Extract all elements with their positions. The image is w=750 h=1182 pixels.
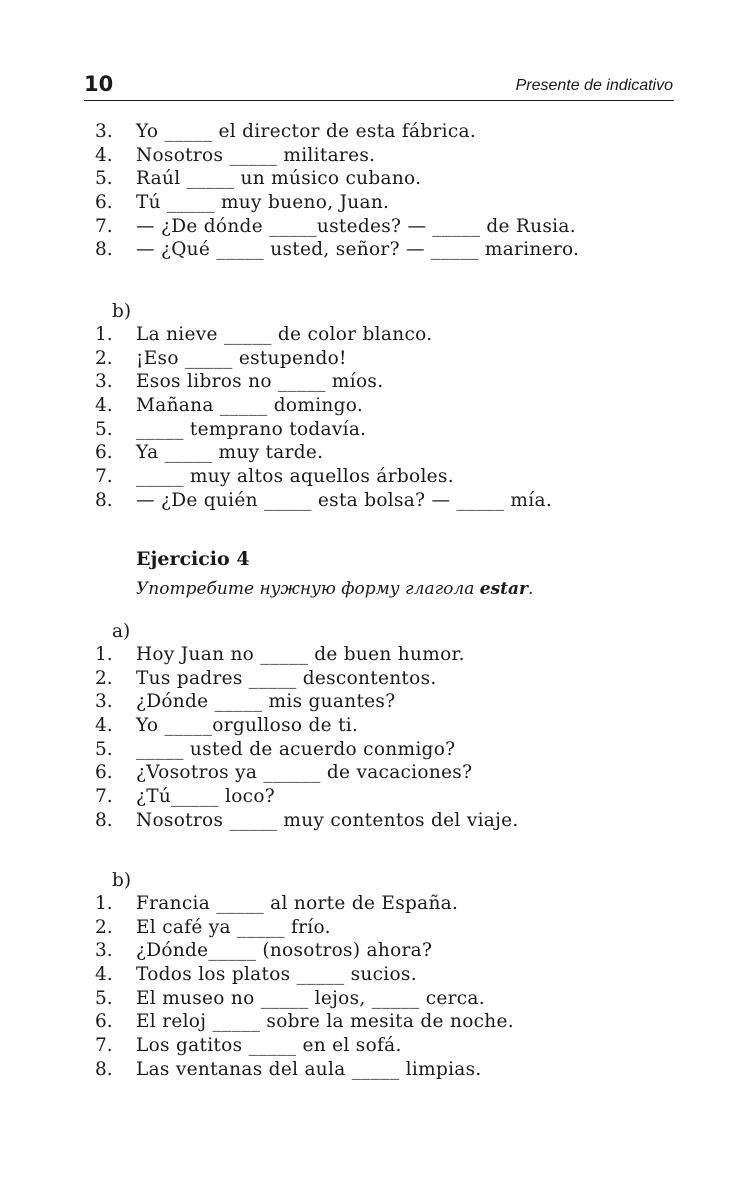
- item-sentence: Ya _____ muy tarde.: [136, 442, 324, 464]
- item-number: 8.: [95, 1058, 113, 1080]
- item-sentence: — ¿Qué _____ usted, señor? — _____ marinero.: [136, 239, 580, 261]
- item-number: 8.: [95, 239, 113, 261]
- exercise-item: [0, 690, 750, 714]
- item-sentence: Tú _____ muy bueno, Juan.: [136, 192, 390, 214]
- item-number: 3.: [95, 691, 113, 713]
- item-number: 5.: [95, 738, 113, 760]
- item-sentence: El reloj _____ sobre la mesita de noche.: [136, 1011, 514, 1033]
- item-number: 4.: [95, 715, 113, 737]
- exercise-item: [0, 418, 750, 442]
- exercise-item: [0, 489, 750, 513]
- exercise-item: [0, 667, 750, 691]
- item-number: 5.: [95, 168, 113, 190]
- instruction-text: Употребите нужную форму глагола: [136, 579, 480, 599]
- exercise-item: [0, 1010, 750, 1034]
- item-number: 6.: [95, 442, 113, 464]
- item-number: 8.: [95, 489, 113, 511]
- running-title: Presente de indicativo: [515, 77, 673, 94]
- item-sentence: Hoy Juan no _____ de buen humor.: [136, 644, 465, 665]
- exercise-item: [0, 1058, 750, 1082]
- item-sentence: ¿Tú_____ loco?: [136, 786, 275, 808]
- item-sentence: Las ventanas del aula _____ limpias.: [136, 1058, 482, 1080]
- item-sentence: Yo _____orgulloso de ti.: [136, 715, 359, 737]
- item-sentence: — ¿De dónde _____ustedes? — _____ de Rusia.: [136, 215, 576, 237]
- item-number: 1.: [95, 324, 113, 345]
- exercise-item: [0, 144, 750, 168]
- exercise-list-a2: [0, 643, 750, 833]
- exercise-item: [0, 441, 750, 465]
- exercise-item: [0, 785, 750, 809]
- item-sentence: La nieve _____ de color blanco.: [136, 324, 433, 345]
- subsection-label-b: b): [112, 301, 132, 322]
- item-number: 3.: [95, 940, 113, 962]
- item-sentence: ¿Dónde_____ (nosotros) ahora?: [136, 940, 433, 962]
- item-number: 7.: [95, 1035, 113, 1057]
- instruction-end: .: [528, 579, 534, 599]
- exercise-list-b2: [0, 892, 750, 1082]
- item-sentence: Nosotros _____ muy contentos del viaje.: [136, 809, 519, 831]
- item-sentence: ¡Eso _____ estupendo!: [136, 347, 347, 369]
- item-number: 4.: [95, 395, 113, 417]
- item-sentence: Raúl _____ un músico cubano.: [136, 168, 422, 190]
- item-sentence: Mañana _____ domingo.: [136, 395, 364, 417]
- item-number: 1.: [95, 644, 113, 665]
- item-number: 6.: [95, 192, 113, 214]
- exercise-item: [0, 238, 750, 262]
- item-number: 4.: [95, 144, 113, 166]
- subsection-label-b: b): [112, 870, 132, 891]
- item-sentence: El café ya _____ frío.: [136, 916, 331, 938]
- exercise-item: [0, 987, 750, 1011]
- exercise-item: [0, 347, 750, 371]
- item-sentence: ¿Vosotros ya ______ de vacaciones?: [136, 762, 473, 784]
- header-rule: [84, 100, 674, 101]
- exercise-item: [0, 892, 750, 916]
- item-number: 7.: [95, 215, 113, 237]
- item-sentence: Esos libros no _____ míos.: [136, 371, 384, 393]
- exercise-instruction: [136, 577, 533, 601]
- item-number: 5.: [95, 987, 113, 1009]
- item-number: 3.: [95, 371, 113, 393]
- item-sentence: _____ usted de acuerdo conmigo?: [136, 738, 456, 760]
- exercise-item: [0, 714, 750, 738]
- exercise-item: [0, 761, 750, 785]
- exercise-item: [0, 916, 750, 940]
- exercise-list-top: [0, 120, 750, 262]
- item-sentence: Tus padres _____ descontentos.: [136, 667, 437, 689]
- exercise-item: [0, 809, 750, 833]
- exercise-item: [0, 191, 750, 215]
- instruction-verb: estar: [479, 579, 528, 599]
- item-number: 6.: [95, 1011, 113, 1033]
- item-sentence: — ¿De quién _____ esta bolsa? — _____ mía.: [136, 489, 552, 511]
- item-number: 7.: [95, 466, 113, 488]
- subsection-label-a: a): [112, 621, 131, 642]
- item-number: 4.: [95, 964, 113, 986]
- item-sentence: _____ muy altos aquellos árboles.: [136, 466, 454, 488]
- page-number: 10: [84, 72, 114, 96]
- item-number: 3.: [95, 121, 113, 142]
- item-number: 5.: [95, 418, 113, 440]
- exercise-item: [0, 394, 750, 418]
- exercise-item: [0, 215, 750, 239]
- exercise-item: [0, 120, 750, 144]
- exercise-item: [0, 167, 750, 191]
- exercise-item: [0, 1034, 750, 1058]
- item-number: 2.: [95, 347, 113, 369]
- item-number: 7.: [95, 786, 113, 808]
- item-number: 2.: [95, 667, 113, 689]
- exercise-item: [0, 465, 750, 489]
- exercise-title: Ejercicio 4: [136, 548, 250, 570]
- exercise-item: [0, 939, 750, 963]
- item-sentence: ¿Dónde _____ mis guantes?: [136, 691, 396, 713]
- item-sentence: _____ temprano todavía.: [136, 418, 367, 440]
- item-sentence: Nosotros _____ militares.: [136, 144, 376, 166]
- exercise-list-b1: [0, 323, 750, 513]
- item-sentence: Yo _____ el director de esta fábrica.: [136, 121, 477, 142]
- exercise-item: [0, 643, 750, 667]
- item-number: 6.: [95, 762, 113, 784]
- exercise-item: [0, 370, 750, 394]
- item-number: 8.: [95, 809, 113, 831]
- item-sentence: El museo no _____ lejos, _____ cerca.: [136, 987, 485, 1009]
- item-sentence: Todos los platos _____ sucios.: [136, 964, 417, 986]
- item-sentence: Francia _____ al norte de España.: [136, 893, 459, 914]
- exercise-item: [0, 738, 750, 762]
- exercise-item: [0, 323, 750, 347]
- item-number: 2.: [95, 916, 113, 938]
- exercise-item: [0, 963, 750, 987]
- item-number: 1.: [95, 893, 113, 914]
- item-sentence: Los gatitos _____ en el sofá.: [136, 1035, 402, 1057]
